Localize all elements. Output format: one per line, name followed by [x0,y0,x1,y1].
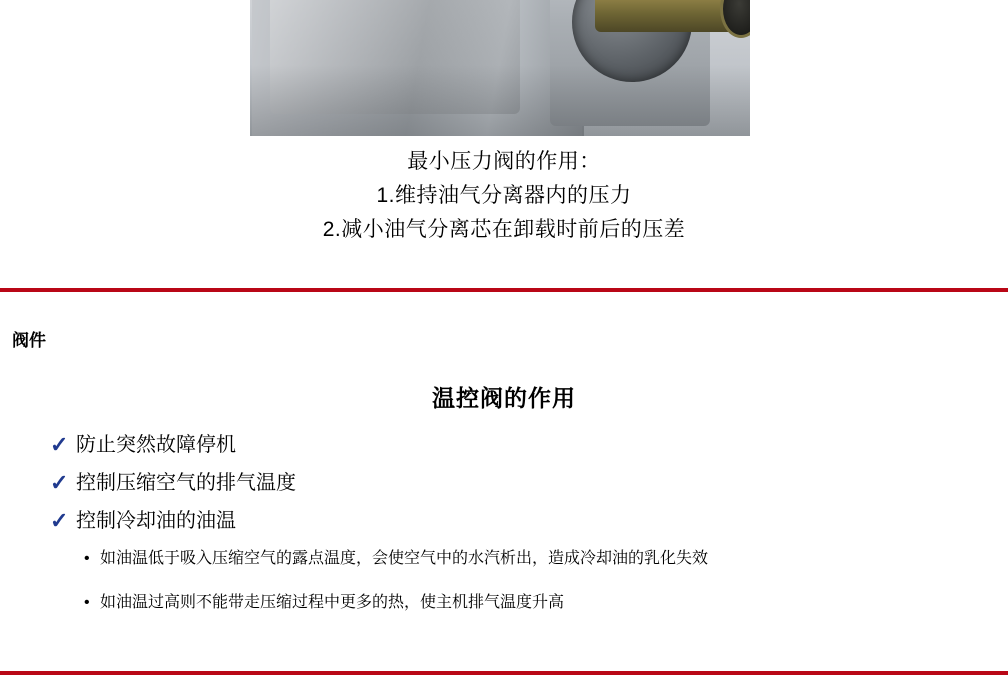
bottom-slide [0,292,1008,671]
caption-line-title: 最小压力阀的作用： [407,150,601,173]
caption-block [0,145,1008,247]
caption-line-1: 1.维持油气分离器内的压力 [376,184,632,207]
photo-shadow-overlay [250,65,750,136]
check-list [50,432,950,546]
list-item [84,592,984,614]
list-item [50,508,950,534]
check-icon: ✓ [50,432,69,457]
minimum-pressure-valve-photo [250,0,750,136]
divider-rule-bottom [0,671,1008,675]
top-slide [0,0,1008,286]
sub-item-label: 如油温过高则不能带走压缩过程中更多的热，使主机排气温度升高 [100,594,565,611]
check-item-label: 防止突然故障停机 [76,434,236,456]
check-item-label: 控制压缩空气的排气温度 [76,472,296,494]
check-icon: ✓ [50,470,69,495]
sub-item-label: 如油温低于吸入压缩空气的露点温度，会使空气中的水汽析出，造成冷却油的乳化失效 [100,550,709,567]
list-item [50,470,950,496]
page-title: 温控阀的作用 [432,385,576,411]
check-icon: ✓ [50,508,69,533]
list-item [50,432,950,458]
list-item [84,548,984,570]
bullet-icon: • [84,550,90,567]
section-label: 阀件 [12,331,46,350]
sub-list [84,548,984,636]
check-item-label: 控制冷却油的油温 [76,510,236,532]
caption-line-2: 2.减小油气分离芯在卸载时前后的压差 [322,218,686,241]
bullet-icon: • [84,594,90,611]
